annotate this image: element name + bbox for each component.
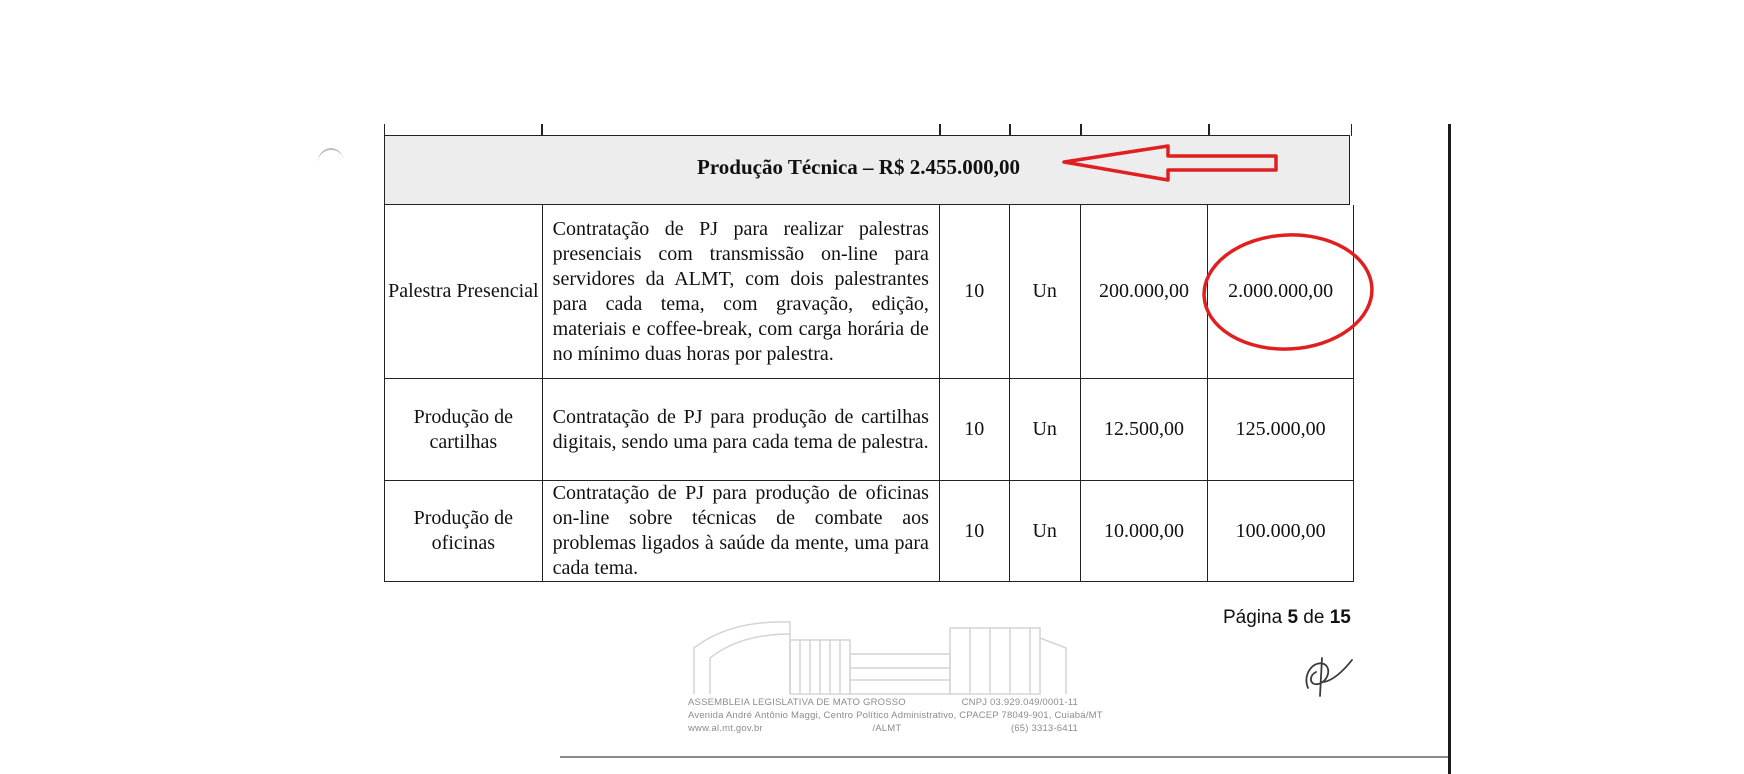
almt-building-watermark — [690, 618, 1070, 696]
item-name: Produção de cartilhas — [385, 379, 543, 480]
item-unit: Un — [1010, 379, 1081, 480]
item-description-text: Contratação de PJ para produção de oficinas on-line sobre técnicas de combate aos problemas ligados à saúde da mente, uma para cada tema. — [552, 482, 929, 579]
table-row — [384, 379, 1354, 481]
page-number-separator: de — [1298, 607, 1330, 628]
red-circle-annotation — [1200, 230, 1380, 355]
item-total: 2.000.000,00 — [1228, 280, 1334, 302]
table-row — [384, 481, 1354, 582]
handwritten-signature — [1298, 652, 1358, 700]
page-bottom-line — [560, 756, 1448, 758]
item-description-text: Contratação de PJ para produção de cartilhas digitais, sendo uma para cada tema de palestra. — [552, 405, 929, 453]
page-number — [1223, 607, 1351, 629]
item-unit-value: 12.500,00 — [1081, 379, 1209, 480]
page-edge — [1448, 124, 1451, 774]
footer-cnpj: CNPJ 03.929.049/0001-11 — [961, 697, 1078, 708]
item-total: 125.000,00 — [1235, 418, 1326, 440]
item-description — [543, 379, 940, 480]
item-name: Produção de oficinas — [385, 481, 543, 581]
page-number-current: 5 — [1287, 607, 1299, 628]
scan-artifact — [316, 146, 346, 177]
item-unit: Un — [1010, 481, 1081, 581]
item-unit: Un — [1010, 205, 1081, 378]
item-name: Palestra Presencial — [385, 205, 543, 378]
item-description — [543, 205, 940, 378]
red-arrow-annotation — [1058, 142, 1278, 186]
item-quantity: 10 — [940, 379, 1010, 480]
footer-address: Avenida André Antônio Maggi, Centro Político Administrativo, CPA — [688, 710, 979, 721]
section-title: Produção Técnica – R$ 2.455.000,00 — [697, 155, 1020, 179]
item-description-text: Contratação de PJ para realizar palestras presenciais com transmissão on-line para servidores da ALMT, com dois palestrantes para cada tema, com gravação, edição, materiais e coffee-break, com carga horária de no mínimo duas horas por palestra. — [552, 217, 929, 365]
item-unit-value: 10.000,00 — [1081, 481, 1209, 581]
footer-website: www.al.mt.gov.br — [688, 723, 763, 734]
item-total: 100.000,00 — [1235, 519, 1326, 542]
footer-institution: ASSEMBLEIA LEGISLATIVA DE MATO GROSSO — [688, 697, 906, 708]
item-quantity: 10 — [940, 205, 1010, 378]
footer-cep: CEP 78049-901, Cuiabá/MT — [978, 710, 1103, 721]
footer-social: /ALMT — [872, 723, 902, 734]
item-quantity: 10 — [940, 481, 1010, 581]
footer-phone: (65) 3313-6411 — [1010, 723, 1078, 734]
item-unit-value: 200.000,00 — [1081, 205, 1209, 378]
page-number-total: 15 — [1329, 607, 1351, 628]
footer-contact — [688, 696, 1103, 735]
item-description — [543, 481, 940, 581]
page-number-prefix: Página — [1223, 607, 1288, 628]
